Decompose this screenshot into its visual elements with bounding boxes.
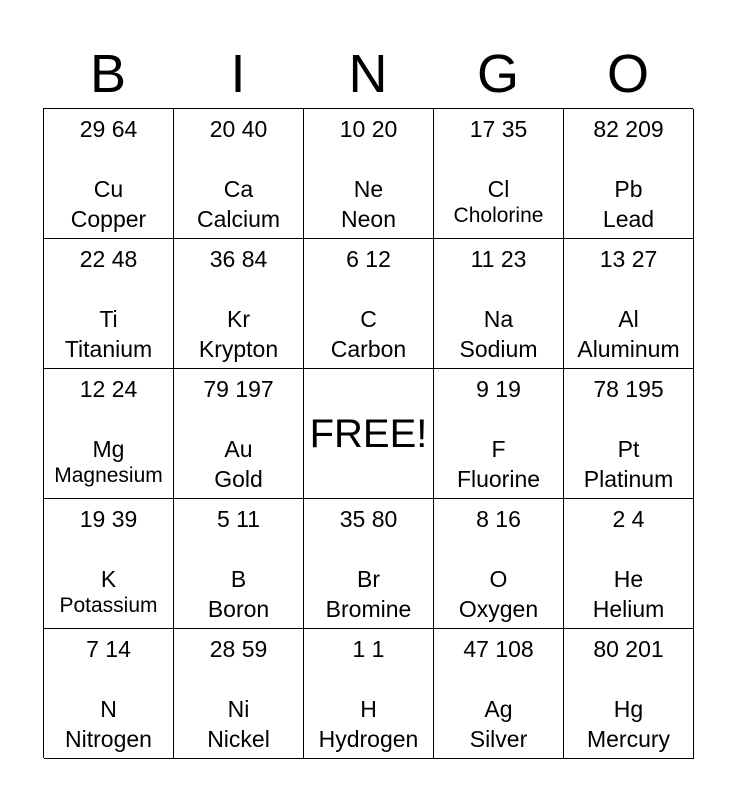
element-symbol: Au [224, 436, 253, 462]
element-symbol: K [100, 566, 117, 592]
element-symbol: Hg [613, 696, 644, 722]
atomic-numbers: 28 59 [209, 636, 268, 662]
element-name: Nickel [207, 726, 270, 752]
element-symbol: Cl [487, 176, 510, 202]
element-name: Cholorine [453, 204, 544, 227]
element-name: Helium [592, 596, 665, 622]
bingo-cell[interactable] [434, 239, 564, 369]
element-symbol: H [360, 696, 377, 722]
element-symbol: Na [483, 306, 514, 332]
element-symbol: Mg [92, 436, 125, 462]
element-symbol: Pt [617, 436, 640, 462]
bingo-card [43, 108, 693, 758]
bingo-cell[interactable] [44, 369, 174, 499]
free-space-label: FREE! [309, 412, 428, 456]
bingo-cell[interactable] [434, 109, 564, 239]
bingo-cell[interactable] [44, 499, 174, 629]
element-name: Titanium [64, 336, 153, 362]
atomic-numbers: 20 40 [209, 116, 268, 142]
bingo-cell[interactable] [304, 239, 434, 369]
element-name: Hydrogen [318, 726, 419, 752]
bingo-cell[interactable] [174, 239, 304, 369]
bingo-cell[interactable] [564, 369, 694, 499]
element-symbol: Ag [484, 696, 513, 722]
element-symbol: Ti [99, 306, 118, 332]
bingo-cell[interactable] [44, 239, 174, 369]
element-name: Sodium [459, 336, 538, 362]
element-name: Gold [214, 466, 263, 492]
bingo-cell[interactable] [44, 629, 174, 759]
element-symbol: Br [357, 566, 380, 592]
element-symbol: Kr [227, 306, 250, 332]
element-name: Neon [341, 206, 396, 232]
header-letter-i: I [230, 44, 246, 104]
element-name: Mercury [586, 726, 671, 752]
atomic-numbers: 8 16 [476, 506, 521, 532]
bingo-cell[interactable] [44, 109, 174, 239]
element-symbol: Pb [614, 176, 643, 202]
element-symbol: Ni [227, 696, 250, 722]
atomic-numbers: 2 4 [612, 506, 645, 532]
atomic-numbers: 11 23 [470, 246, 527, 272]
element-symbol: Ca [223, 176, 254, 202]
atomic-numbers: 12 24 [79, 376, 138, 402]
atomic-numbers: 35 80 [339, 506, 398, 532]
element-name: Bromine [325, 596, 412, 622]
element-symbol: Al [618, 306, 639, 332]
element-name: Magnesium [54, 464, 163, 487]
bingo-cell[interactable] [434, 629, 564, 759]
bingo-cell[interactable] [434, 369, 564, 499]
element-name: Oxygen [458, 596, 539, 622]
element-symbol: Cu [93, 176, 124, 202]
element-symbol: O [489, 566, 508, 592]
bingo-cell[interactable] [174, 629, 304, 759]
element-name: Calcium [196, 206, 281, 232]
atomic-numbers: 79 197 [203, 376, 274, 402]
element-symbol: B [230, 566, 247, 592]
bingo-cell[interactable] [174, 369, 304, 499]
element-symbol: C [360, 306, 377, 332]
atomic-numbers: 9 19 [476, 376, 521, 402]
header-letter-n: N [348, 44, 388, 104]
free-space-cell[interactable] [304, 369, 434, 499]
element-symbol: He [613, 566, 644, 592]
bingo-cell[interactable] [304, 629, 434, 759]
element-name: Boron [207, 596, 270, 622]
element-symbol: Ne [353, 176, 384, 202]
atomic-numbers: 82 209 [593, 116, 664, 142]
element-name: Lead [602, 206, 655, 232]
atomic-numbers: 36 84 [209, 246, 268, 272]
element-name: Platinum [583, 466, 674, 492]
atomic-numbers: 7 14 [86, 636, 131, 662]
bingo-cell[interactable] [564, 629, 694, 759]
atomic-numbers: 29 64 [79, 116, 138, 142]
atomic-numbers: 10 20 [339, 116, 398, 142]
atomic-numbers: 17 35 [469, 116, 528, 142]
atomic-numbers: 6 12 [346, 246, 391, 272]
element-name: Krypton [198, 336, 279, 362]
bingo-cell[interactable] [174, 109, 304, 239]
bingo-cell[interactable] [564, 109, 694, 239]
element-name: Fluorine [456, 466, 541, 492]
atomic-numbers: 19 39 [79, 506, 138, 532]
element-symbol: F [491, 436, 506, 462]
element-name: Silver [469, 726, 528, 752]
atomic-numbers: 22 48 [79, 246, 138, 272]
bingo-cell[interactable] [304, 499, 434, 629]
atomic-numbers: 78 195 [593, 376, 664, 402]
header-letter-b: B [89, 44, 127, 104]
element-symbol: N [100, 696, 117, 722]
bingo-cell[interactable] [434, 499, 564, 629]
element-name: Nitrogen [65, 726, 152, 752]
bingo-header [43, 40, 693, 108]
element-name: Copper [70, 206, 147, 232]
atomic-numbers: 80 201 [593, 636, 664, 662]
element-name: Aluminum [577, 336, 680, 362]
element-name: Carbon [330, 336, 407, 362]
header-letter-o: O [606, 44, 649, 104]
atomic-numbers: 47 108 [463, 636, 534, 662]
bingo-cell[interactable] [304, 109, 434, 239]
bingo-cell[interactable] [564, 239, 694, 369]
bingo-cell[interactable] [174, 499, 304, 629]
header-letter-g: G [476, 44, 519, 104]
atomic-numbers: 5 11 [216, 506, 261, 532]
atomic-numbers: 1 1 [352, 636, 385, 662]
atomic-numbers: 13 27 [599, 246, 658, 272]
element-name: Potassium [59, 594, 158, 617]
bingo-cell[interactable] [564, 499, 694, 629]
